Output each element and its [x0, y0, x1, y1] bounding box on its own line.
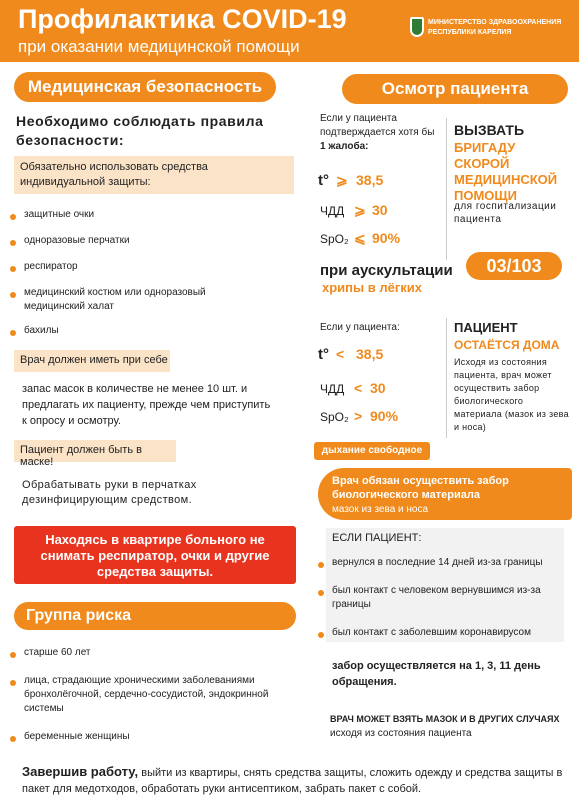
if-one-complaint: Если у пациента подтверждается хотя бы 1 жалоба:	[320, 113, 435, 152]
wheezing: хрипы в лёгких	[322, 280, 422, 295]
phone-number: 03/103	[466, 252, 562, 280]
footer-text: Завершив работу, выйти из квартиры, снять средства защиты, сложить одежду и средства защиты в пакет для медотходов, обработать руки антисептиком, забрать пакет с собой.	[22, 764, 563, 795]
stays-home-label: ОСТАЁТСЯ ДОМА	[454, 338, 560, 352]
stays-home-text: Исходя из состояния пациента, врач может осуществить забор биологического материала (мазок из зева и носа)	[454, 357, 569, 432]
hospitalization-text: для госпитализации пациента	[454, 201, 557, 225]
masks-text: запас масок в количестве не менее 10 шт. и предлагать их пациенту, прежде чем приступить к опросу и осмотру.	[22, 383, 271, 427]
bullet-icon	[10, 292, 16, 298]
list-item: бахилы	[24, 325, 59, 336]
emblem-icon	[410, 17, 424, 37]
ministry-name: МИНИСТЕРСТВО ЗДРАВООХРАНЕНИЯ РЕСПУБЛИКИ КАРЕЛИЯ	[428, 19, 562, 36]
doctor-must-have-label: Врач должен иметь при себе	[14, 350, 170, 372]
other-cases-sub: исходя из состояния пациента	[330, 728, 472, 739]
bullet-icon	[10, 736, 16, 742]
bullet-icon	[10, 214, 16, 220]
bullet-icon	[318, 590, 324, 596]
other-cases: ВРАЧ МОЖЕТ ВЗЯТЬ МАЗОК И В ДРУГИХ СЛУЧАЯХ	[330, 714, 560, 724]
bullet-icon	[10, 240, 16, 246]
obliged-box: Врач обязан осуществить забор биологического материала мазок из зева и носа	[318, 468, 572, 520]
list-item: был контакт с человеком вернувшимся из-за границы	[332, 585, 541, 610]
list-item: вернулся в последние 14 дней из-за границы	[332, 557, 543, 568]
must-follow-heading: Необходимо соблюдать правила безопасности:	[16, 113, 264, 148]
list-item: был контакт с заболевшим коронавирусом	[332, 627, 531, 638]
bullet-icon	[10, 330, 16, 336]
patient-mask-label: Пациент должен быть в маске!	[14, 440, 176, 462]
bullet-icon	[10, 266, 16, 272]
list-item: старше 60 лет	[24, 647, 91, 658]
patient-label: ПАЦИЕНТ	[454, 320, 518, 335]
gloves-text: Обрабатывать руки в перчатках дезинфицирующим средством.	[22, 479, 197, 506]
bullet-icon	[10, 680, 16, 686]
page-title: Профилактика COVID-19	[18, 4, 347, 34]
swab-days: забор осуществляется на 1, 3, 11 день обращения.	[332, 660, 541, 688]
page-subtitle: при оказании медицинской помощи	[18, 37, 300, 56]
med-safety-title: Медицинская безопасность	[14, 72, 276, 102]
divider	[446, 318, 447, 438]
list-item: беременные женщины	[24, 731, 130, 742]
call-label: ВЫЗВАТЬ	[454, 122, 525, 138]
bullet-icon	[10, 652, 16, 658]
header-banner	[0, 0, 579, 62]
risk-group-title: Группа риска	[14, 602, 296, 630]
free-breathing-badge: дыхание свободное	[314, 442, 430, 460]
cases-box: ЕСЛИ ПАЦИЕНТ:	[326, 528, 564, 642]
auscultation: при аускультации	[320, 262, 453, 279]
divider	[446, 118, 447, 260]
warning-box: Находясь в квартире больного не снимать респиратор, очки и другие средства защиты.	[14, 526, 296, 584]
if-patient: Если у пациента:	[320, 322, 400, 333]
bullet-icon	[318, 632, 324, 638]
list-item: респиратор	[24, 261, 78, 272]
brigade-label: БРИГАДУ СКОРОЙ МЕДИЦИНСКОЙ ПОМОЩИ	[454, 140, 558, 203]
ppe-required-box: Обязательно использовать средства индивидуальной защиты:	[14, 156, 294, 194]
exam-title: Осмотр пациента	[342, 74, 568, 104]
bullet-icon	[318, 562, 324, 568]
list-item: защитные очки	[24, 209, 95, 220]
list-item: лица, страдающие хроническими заболеваниями бронхолёгочной, сердечно-сосудистой, эндокринной системы	[24, 675, 269, 714]
list-item: медицинский костюм или одноразовый медицинский халат	[24, 287, 206, 312]
list-item: одноразовые перчатки	[24, 235, 130, 246]
